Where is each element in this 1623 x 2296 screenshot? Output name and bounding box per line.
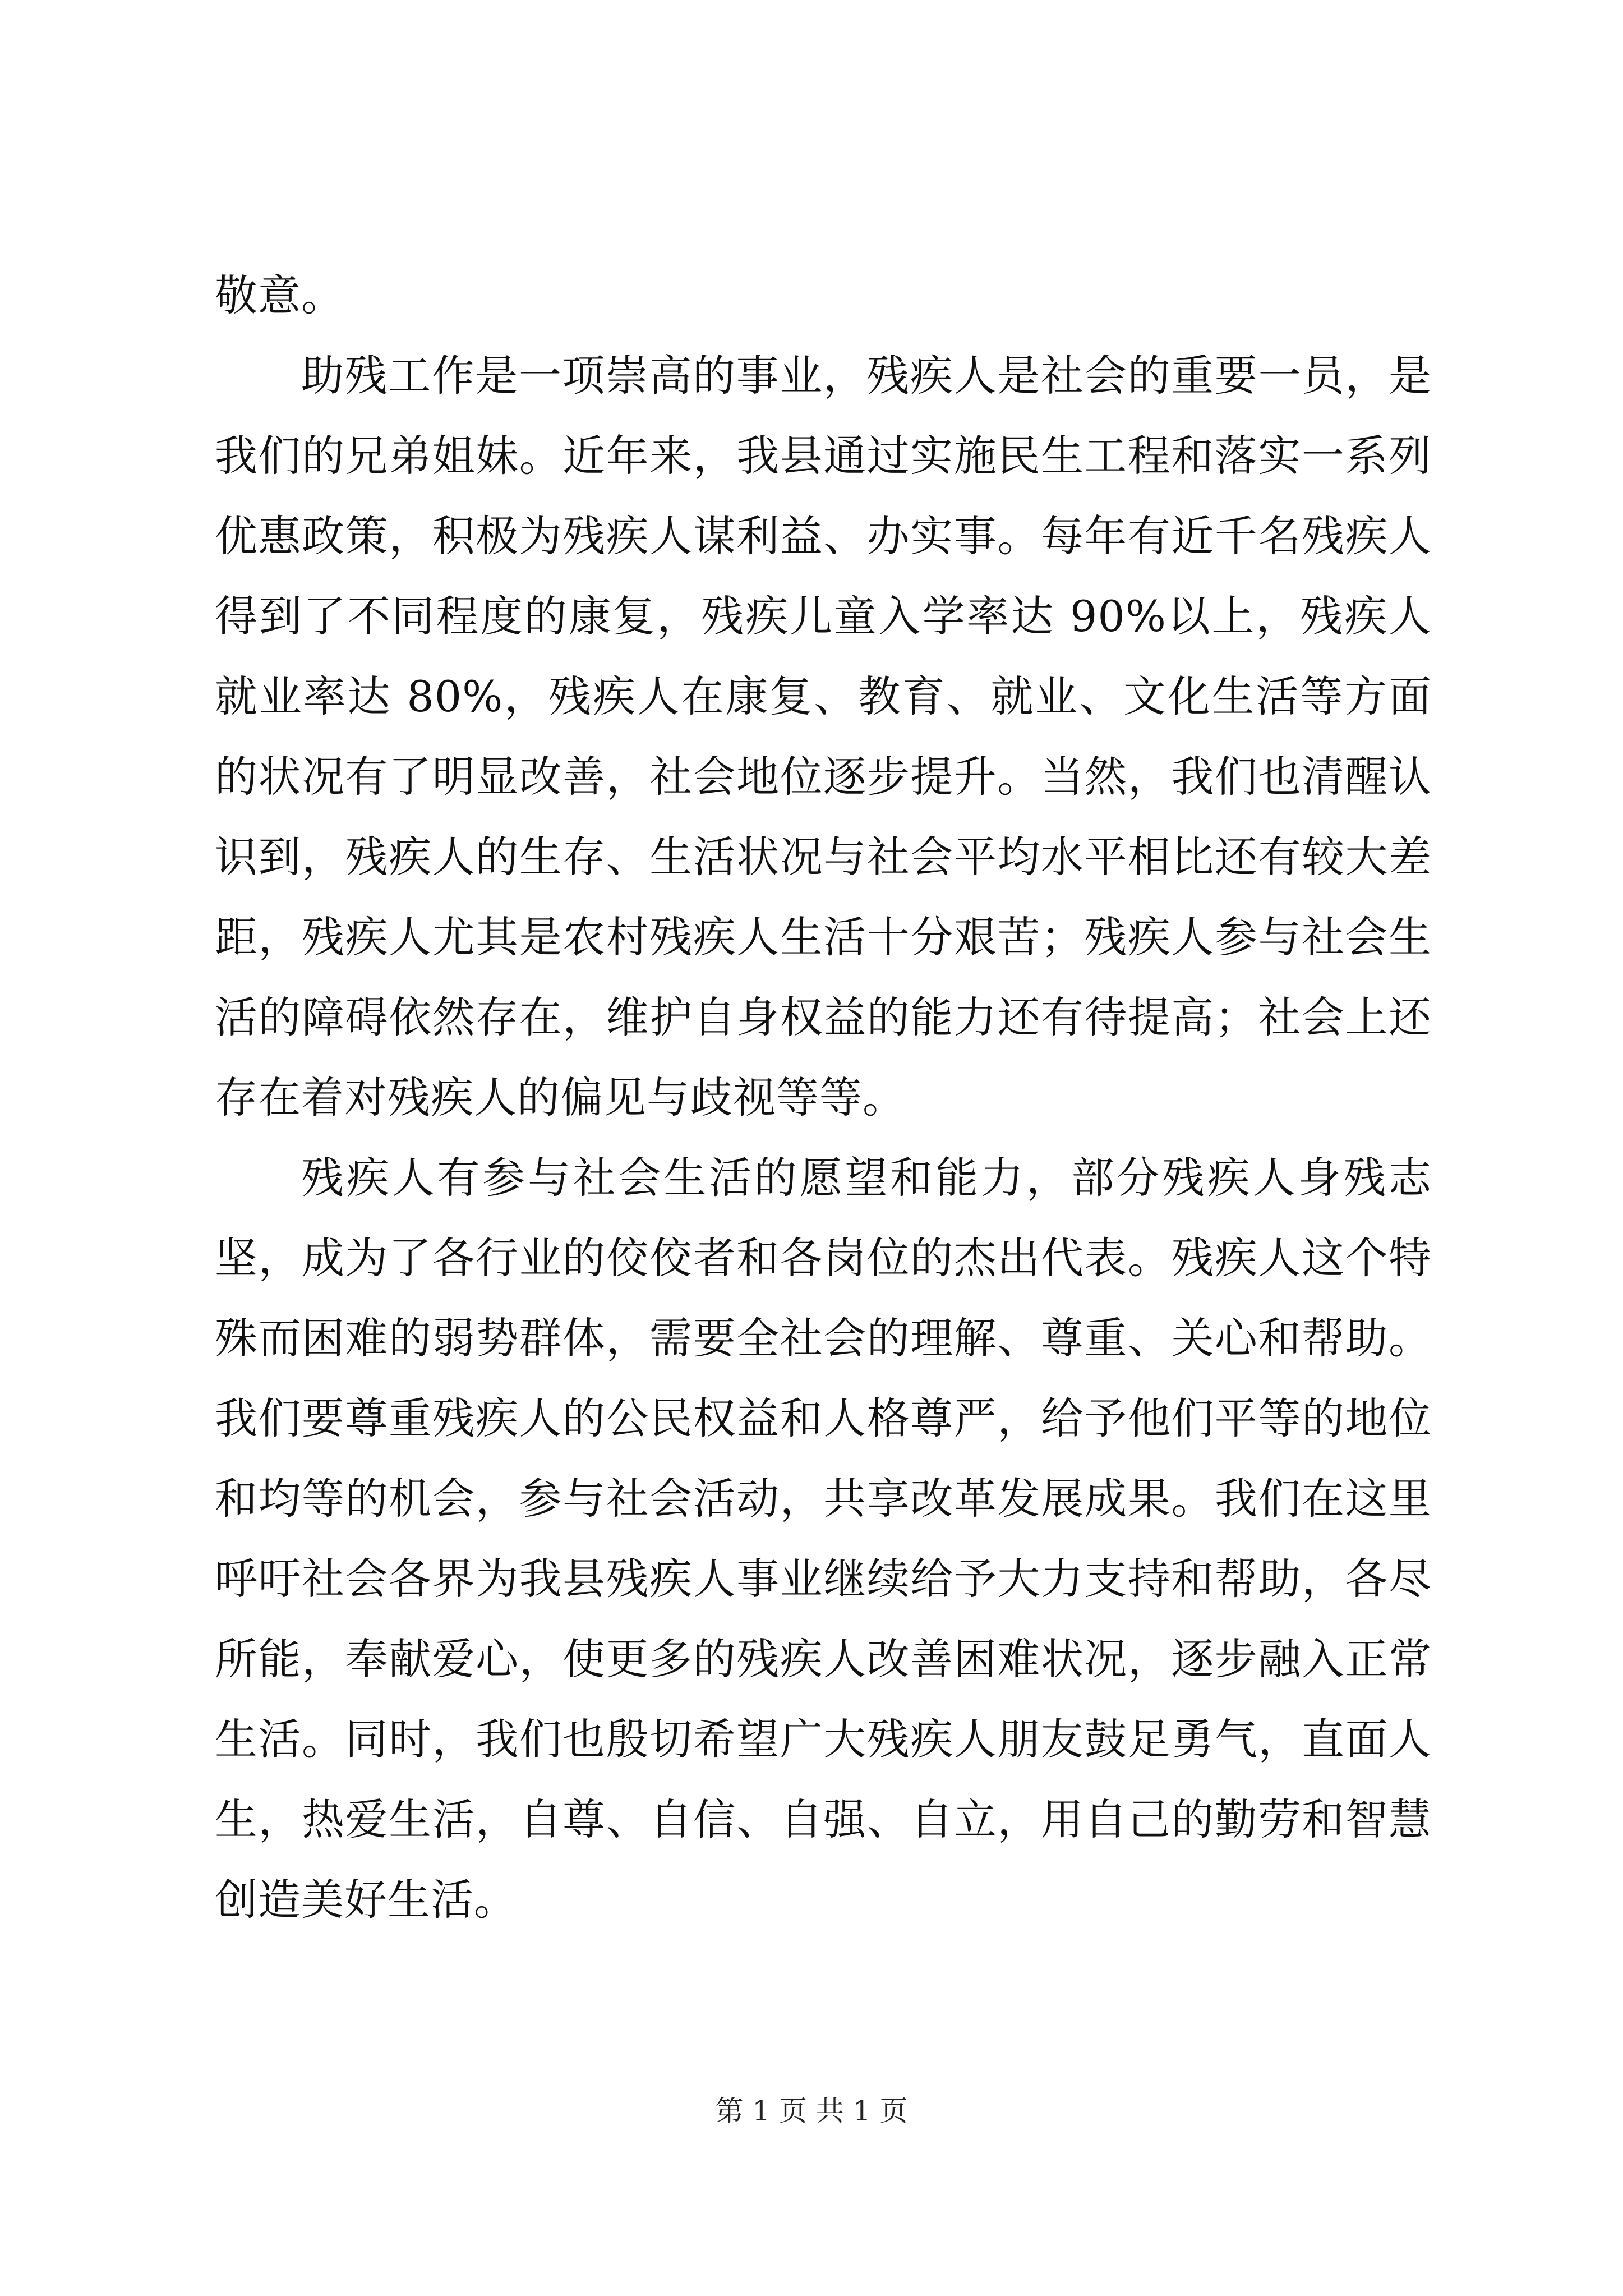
document-body — [215, 255, 1432, 1940]
paragraph-disability-work-status: 助残工作是一项崇高的事业，残疾人是社会的重要一员，是我们的兄弟姐妹。近年来，我县通过实施民生工程和落实一系列优惠政策，积极为残疾人谋利益、办实事。每年有近千名残疾人得到了不同程度的康复，残疾儿童入学率达 90%以上，残疾人就业率达 80%，残疾人在康复、教育、就业、文化生活等方面的状况有了明显改善，社会地位逐步提升。当然，我们也清醒认识到，残疾人的生存、生活状况与社会平均水平相比还有较大差距，残疾人尤其是农村残疾人生活十分艰苦；残疾人参与社会生活的障碍依然存在，维护自身权益的能力还有待提高；社会上还存在着对残疾人的偏见与歧视等等。 — [215, 351, 1432, 1122]
paragraph-closing-fragment: 敬意。 — [215, 270, 344, 320]
page-number-footer: 第 1 页 共 1 页 — [715, 2095, 908, 2127]
paragraph-appeal-to-society: 残疾人有参与社会生活的愿望和能力，部分残疾人身残志坚，成为了各行业的佼佼者和各岗位的杰出代表。残疾人这个特殊而困难的弱势群体，需要全社会的理解、尊重、关心和帮助。我们要尊重残疾人的公民权益和人格尊严，给予他们平等的地位和均等的机会，参与社会活动，共享改革发展成果。我们在这里呼吁社会各界为我县残疾人事业继续给予大力支持和帮助，各尽所能，奉献爱心，使更多的残疾人改善困难状况，逐步融入正常生活。同时，我们也殷切希望广大残疾人朋友鼓足勇气，直面人生，热爱生活，自尊、自信、自强、自立，用自己的勤劳和智慧创造美好生活。 — [215, 1153, 1432, 1925]
